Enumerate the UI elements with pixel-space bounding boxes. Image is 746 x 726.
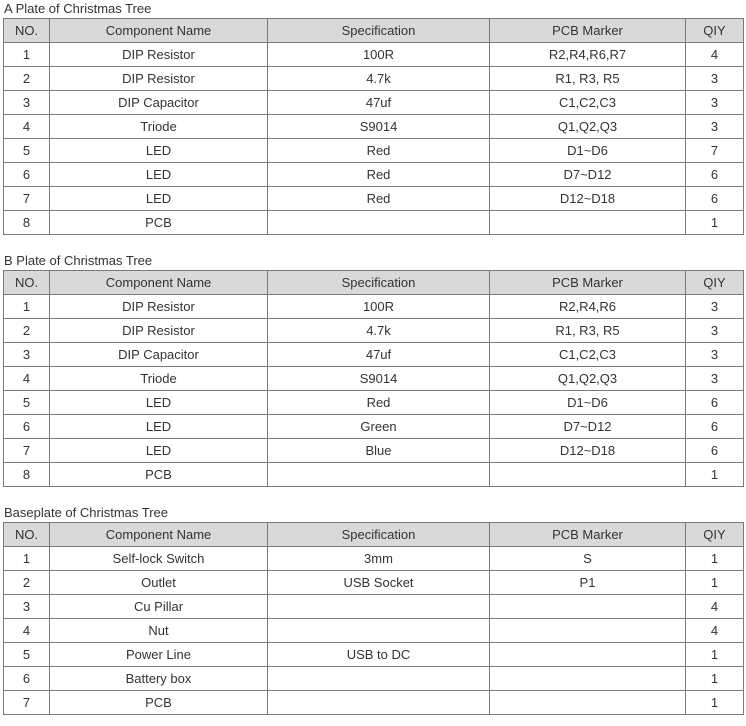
cell-component-name: LED	[50, 187, 268, 211]
cell-pcb-marker	[490, 595, 686, 619]
cell-component-name: Outlet	[50, 571, 268, 595]
table-row	[4, 571, 744, 595]
cell-pcb-marker	[490, 691, 686, 715]
cell-component-name: PCB	[50, 463, 268, 487]
cell-quantity: 1	[686, 547, 744, 571]
column-header-specification: Specification	[268, 19, 490, 43]
cell-component-name: DIP Resistor	[50, 67, 268, 91]
cell-component-name: Triode	[50, 367, 268, 391]
cell-quantity: 7	[686, 139, 744, 163]
cell-component-name: LED	[50, 415, 268, 439]
table-row	[4, 439, 744, 463]
cell-quantity: 3	[686, 295, 744, 319]
cell-specification: S9014	[268, 115, 490, 139]
cell-specification: Red	[268, 391, 490, 415]
cell-quantity: 1	[686, 691, 744, 715]
cell-quantity: 1	[686, 643, 744, 667]
cell-specification	[268, 595, 490, 619]
cell-component-name: LED	[50, 139, 268, 163]
cell-number: 6	[4, 415, 50, 439]
table-row	[4, 43, 744, 67]
cell-specification: 3mm	[268, 547, 490, 571]
table-section	[3, 504, 743, 715]
cell-pcb-marker: D1~D6	[490, 139, 686, 163]
column-header-component-name: Component Name	[50, 523, 268, 547]
cell-number: 2	[4, 571, 50, 595]
cell-specification: USB to DC	[268, 643, 490, 667]
cell-number: 5	[4, 139, 50, 163]
cell-number: 5	[4, 643, 50, 667]
cell-pcb-marker	[490, 211, 686, 235]
cell-quantity: 3	[686, 115, 744, 139]
cell-number: 4	[4, 619, 50, 643]
table-row	[4, 67, 744, 91]
cell-pcb-marker: R1, R3, R5	[490, 319, 686, 343]
cell-number: 4	[4, 367, 50, 391]
cell-pcb-marker	[490, 667, 686, 691]
cell-quantity: 1	[686, 463, 744, 487]
column-header-specification: Specification	[268, 271, 490, 295]
column-header-pcb-marker: PCB Marker	[490, 271, 686, 295]
cell-specification: 47uf	[268, 343, 490, 367]
cell-quantity: 1	[686, 571, 744, 595]
table-row	[4, 295, 744, 319]
table-row	[4, 319, 744, 343]
cell-specification: 47uf	[268, 91, 490, 115]
cell-number: 8	[4, 211, 50, 235]
cell-specification: Red	[268, 187, 490, 211]
parts-table	[3, 270, 744, 487]
cell-specification: S9014	[268, 367, 490, 391]
table-row	[4, 211, 744, 235]
cell-number: 4	[4, 115, 50, 139]
cell-number: 7	[4, 439, 50, 463]
cell-number: 6	[4, 667, 50, 691]
cell-component-name: LED	[50, 163, 268, 187]
table-section	[3, 0, 743, 235]
header-row	[4, 19, 744, 43]
cell-quantity: 3	[686, 319, 744, 343]
column-header-quantity: QIY	[686, 19, 744, 43]
cell-pcb-marker: C1,C2,C3	[490, 343, 686, 367]
cell-number: 5	[4, 391, 50, 415]
table-row	[4, 139, 744, 163]
cell-specification: Red	[268, 163, 490, 187]
table-row	[4, 643, 744, 667]
cell-number: 3	[4, 91, 50, 115]
cell-pcb-marker: R2,R4,R6,R7	[490, 43, 686, 67]
column-header-number: NO.	[4, 523, 50, 547]
cell-number: 7	[4, 187, 50, 211]
cell-quantity: 6	[686, 163, 744, 187]
column-header-quantity: QIY	[686, 523, 744, 547]
cell-specification: USB Socket	[268, 571, 490, 595]
cell-component-name: DIP Resistor	[50, 319, 268, 343]
cell-quantity: 4	[686, 619, 744, 643]
cell-component-name: PCB	[50, 691, 268, 715]
cell-specification	[268, 667, 490, 691]
cell-component-name: DIP Resistor	[50, 43, 268, 67]
cell-number: 3	[4, 595, 50, 619]
table-row	[4, 415, 744, 439]
table-section	[3, 252, 743, 487]
cell-pcb-marker: R1, R3, R5	[490, 67, 686, 91]
cell-quantity: 6	[686, 391, 744, 415]
cell-pcb-marker: D7~D12	[490, 415, 686, 439]
cell-quantity: 6	[686, 415, 744, 439]
cell-specification	[268, 619, 490, 643]
cell-quantity: 1	[686, 667, 744, 691]
cell-specification: Red	[268, 139, 490, 163]
table-row	[4, 463, 744, 487]
cell-number: 6	[4, 163, 50, 187]
cell-pcb-marker: D1~D6	[490, 391, 686, 415]
table-row	[4, 187, 744, 211]
cell-specification: 100R	[268, 43, 490, 67]
cell-number: 3	[4, 343, 50, 367]
cell-number: 2	[4, 319, 50, 343]
table-row	[4, 619, 744, 643]
column-header-component-name: Component Name	[50, 271, 268, 295]
table-row	[4, 91, 744, 115]
cell-component-name: Battery box	[50, 667, 268, 691]
cell-pcb-marker	[490, 463, 686, 487]
header-row	[4, 271, 744, 295]
column-header-component-name: Component Name	[50, 19, 268, 43]
column-header-number: NO.	[4, 19, 50, 43]
cell-component-name: PCB	[50, 211, 268, 235]
table-title: Baseplate of Christmas Tree	[4, 505, 169, 520]
column-header-pcb-marker: PCB Marker	[490, 523, 686, 547]
parts-table	[3, 18, 744, 235]
cell-number: 8	[4, 463, 50, 487]
cell-specification: 4.7k	[268, 67, 490, 91]
cell-quantity: 6	[686, 439, 744, 463]
cell-quantity: 6	[686, 187, 744, 211]
cell-pcb-marker: R2,R4,R6	[490, 295, 686, 319]
cell-component-name: Nut	[50, 619, 268, 643]
table-row	[4, 691, 744, 715]
cell-specification	[268, 691, 490, 715]
cell-component-name: Triode	[50, 115, 268, 139]
header-row	[4, 523, 744, 547]
cell-quantity: 3	[686, 343, 744, 367]
cell-specification: Green	[268, 415, 490, 439]
table-row	[4, 367, 744, 391]
cell-specification	[268, 211, 490, 235]
table-row	[4, 391, 744, 415]
cell-quantity: 3	[686, 67, 744, 91]
cell-number: 2	[4, 67, 50, 91]
table-row	[4, 115, 744, 139]
table-row	[4, 595, 744, 619]
table-row	[4, 343, 744, 367]
cell-specification: Blue	[268, 439, 490, 463]
cell-component-name: DIP Capacitor	[50, 91, 268, 115]
cell-quantity: 3	[686, 91, 744, 115]
cell-specification	[268, 463, 490, 487]
column-header-quantity: QIY	[686, 271, 744, 295]
cell-specification: 4.7k	[268, 319, 490, 343]
cell-component-name: Cu Pillar	[50, 595, 268, 619]
cell-pcb-marker: C1,C2,C3	[490, 91, 686, 115]
table-title: B Plate of Christmas Tree	[4, 253, 153, 268]
cell-pcb-marker: S	[490, 547, 686, 571]
table-row	[4, 667, 744, 691]
column-header-number: NO.	[4, 271, 50, 295]
cell-specification: 100R	[268, 295, 490, 319]
cell-pcb-marker: D7~D12	[490, 163, 686, 187]
cell-component-name: DIP Capacitor	[50, 343, 268, 367]
cell-number: 7	[4, 691, 50, 715]
cell-component-name: Self-lock Switch	[50, 547, 268, 571]
table-title: A Plate of Christmas Tree	[4, 1, 152, 16]
column-header-pcb-marker: PCB Marker	[490, 19, 686, 43]
cell-pcb-marker: D12~D18	[490, 187, 686, 211]
cell-number: 1	[4, 295, 50, 319]
cell-pcb-marker: D12~D18	[490, 439, 686, 463]
cell-pcb-marker: P1	[490, 571, 686, 595]
cell-pcb-marker: Q1,Q2,Q3	[490, 367, 686, 391]
cell-number: 1	[4, 547, 50, 571]
column-header-specification: Specification	[268, 523, 490, 547]
cell-pcb-marker: Q1,Q2,Q3	[490, 115, 686, 139]
cell-quantity: 1	[686, 211, 744, 235]
cell-component-name: DIP Resistor	[50, 295, 268, 319]
table-row	[4, 547, 744, 571]
cell-pcb-marker	[490, 619, 686, 643]
cell-pcb-marker	[490, 643, 686, 667]
cell-quantity: 4	[686, 43, 744, 67]
parts-table	[3, 522, 744, 715]
table-row	[4, 163, 744, 187]
cell-number: 1	[4, 43, 50, 67]
cell-component-name: Power Line	[50, 643, 268, 667]
cell-quantity: 4	[686, 595, 744, 619]
cell-component-name: LED	[50, 391, 268, 415]
cell-component-name: LED	[50, 439, 268, 463]
cell-quantity: 3	[686, 367, 744, 391]
